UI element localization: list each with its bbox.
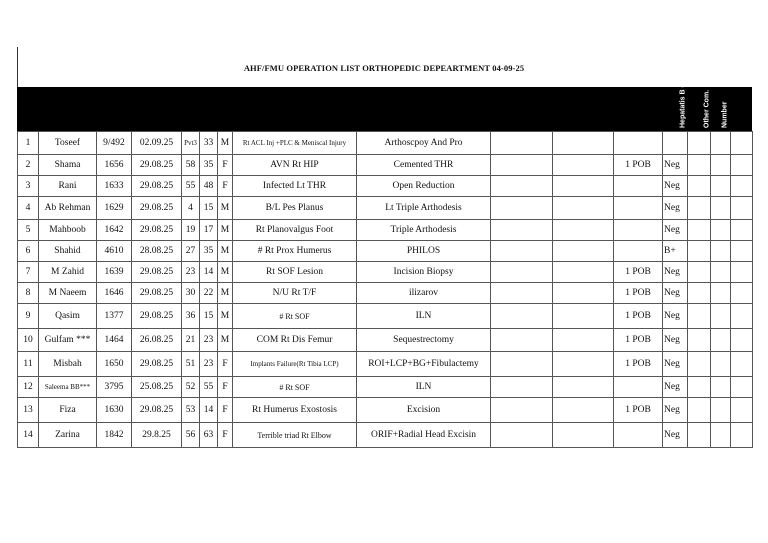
mr-number-cell: 1642 — [97, 220, 132, 241]
blood-cell — [614, 220, 663, 241]
empty-cell — [491, 352, 553, 377]
empty-cell — [491, 241, 553, 262]
age-cell: 51 — [182, 352, 200, 377]
empty-cell — [731, 352, 753, 377]
patient-name-cell: Gulfam *** — [39, 329, 97, 352]
number-blank-cell — [711, 329, 731, 352]
blood-cell: 1 POB — [614, 398, 663, 423]
sex-cell: M — [218, 283, 233, 304]
empty-cell — [731, 398, 753, 423]
table-row — [18, 220, 753, 241]
admission-date-cell: 29.08.25 — [132, 155, 182, 176]
admission-date-cell: 29.08.25 — [132, 304, 182, 329]
table-row — [18, 262, 753, 283]
mr-number-cell: 1630 — [97, 398, 132, 423]
empty-cell — [553, 262, 614, 283]
empty-cell — [491, 377, 553, 398]
procedure-cell: Cemented THR — [357, 155, 491, 176]
other-com-cell — [688, 398, 711, 423]
sex-cell: M — [218, 262, 233, 283]
diagnosis-cell: AVN Rt HIP — [233, 155, 357, 176]
table-row — [18, 283, 753, 304]
procedure-cell: ROI+LCP+BG+Fibulactemy — [357, 352, 491, 377]
mr-number-cell: 1639 — [97, 262, 132, 283]
blood-cell — [614, 241, 663, 262]
number-blank-cell — [711, 197, 731, 220]
sex-cell: M — [218, 132, 233, 155]
empty-cell — [731, 304, 753, 329]
other-com-cell — [688, 262, 711, 283]
age-cell: 30 — [182, 283, 200, 304]
diagnosis-cell: B/L Pes Planus — [233, 197, 357, 220]
patient-name-cell: Mahboob — [39, 220, 97, 241]
number-blank-cell — [711, 352, 731, 377]
empty-cell — [553, 197, 614, 220]
other-com-cell — [688, 197, 711, 220]
serial-cell: 10 — [18, 329, 39, 352]
empty-cell — [553, 220, 614, 241]
patient-name-cell: M Naeem — [39, 283, 97, 304]
admission-date-cell: 02.09.25 — [132, 132, 182, 155]
empty-cell — [491, 283, 553, 304]
serial-cell: 14 — [18, 423, 39, 448]
blood-cell — [614, 132, 663, 155]
blood-cell: 1 POB — [614, 155, 663, 176]
number-cell: 23 — [200, 329, 218, 352]
number-cell: 33 — [200, 132, 218, 155]
procedure-cell: Arthoscpoy And Pro — [357, 132, 491, 155]
patient-name-cell: Shahid — [39, 241, 97, 262]
diagnosis-cell: # Rt SOF — [233, 377, 357, 398]
empty-cell — [731, 197, 753, 220]
procedure-cell: ilizarov — [357, 283, 491, 304]
blood-cell — [614, 176, 663, 197]
table-row — [18, 398, 753, 423]
sex-cell: M — [218, 197, 233, 220]
table-row — [18, 132, 753, 155]
number-blank-cell — [711, 176, 731, 197]
empty-cell — [731, 283, 753, 304]
number-blank-cell — [711, 220, 731, 241]
hepatitis-cell: Neg — [663, 262, 688, 283]
mr-number-cell: 1646 — [97, 283, 132, 304]
empty-cell — [731, 132, 753, 155]
hepatitis-cell: B+ — [663, 241, 688, 262]
serial-cell: 3 — [18, 176, 39, 197]
procedure-cell: Sequestrectomy — [357, 329, 491, 352]
patient-name-cell: Rani — [39, 176, 97, 197]
hepatitis-cell: Neg — [663, 155, 688, 176]
empty-cell — [731, 220, 753, 241]
admission-date-cell: 29.08.25 — [132, 262, 182, 283]
empty-cell — [553, 423, 614, 448]
number-cell: 48 — [200, 176, 218, 197]
other-com-cell — [688, 304, 711, 329]
diagnosis-cell: Rt Humerus Exostosis — [233, 398, 357, 423]
mr-number-cell: 1629 — [97, 197, 132, 220]
blood-cell — [614, 197, 663, 220]
age-cell: 4 — [182, 197, 200, 220]
admission-date-cell: 29.8.25 — [132, 423, 182, 448]
mr-number-cell: 4610 — [97, 241, 132, 262]
sex-cell: F — [218, 377, 233, 398]
blood-cell: 1 POB — [614, 283, 663, 304]
serial-cell: 5 — [18, 220, 39, 241]
empty-cell — [491, 304, 553, 329]
empty-cell — [553, 155, 614, 176]
empty-cell — [553, 176, 614, 197]
number-cell: 55 — [200, 377, 218, 398]
diagnosis-cell: COM Rt Dis Femur — [233, 329, 357, 352]
table-row — [18, 423, 753, 448]
mr-number-cell: 1842 — [97, 423, 132, 448]
number-blank-cell — [711, 304, 731, 329]
admission-date-cell: 29.08.25 — [132, 398, 182, 423]
sex-cell: M — [218, 241, 233, 262]
age-cell: 53 — [182, 398, 200, 423]
procedure-cell: Open Reduction — [357, 176, 491, 197]
number-cell: 22 — [200, 283, 218, 304]
sex-cell: F — [218, 155, 233, 176]
serial-cell: 6 — [18, 241, 39, 262]
diagnosis-cell: N/U Rt T/F — [233, 283, 357, 304]
patient-name-cell: Saleema BB*** — [39, 377, 97, 398]
serial-cell: 9 — [18, 304, 39, 329]
number-cell: 14 — [200, 262, 218, 283]
operation-list-table — [17, 131, 753, 448]
patient-name-cell: Zarina — [39, 423, 97, 448]
procedure-cell: ORIF+Radial Head Excisin — [357, 423, 491, 448]
number-blank-cell — [711, 283, 731, 304]
other-com-cell — [688, 377, 711, 398]
empty-cell — [731, 176, 753, 197]
mr-number-cell: 9/492 — [97, 132, 132, 155]
blood-cell: 1 POB — [614, 304, 663, 329]
procedure-cell: PHILOS — [357, 241, 491, 262]
patient-name-cell: Toseef — [39, 132, 97, 155]
other-com-cell — [688, 283, 711, 304]
empty-cell — [491, 155, 553, 176]
number-cell: 15 — [200, 197, 218, 220]
number-cell: 35 — [200, 155, 218, 176]
number-cell: 17 — [200, 220, 218, 241]
diagnosis-cell: Rt Planovalgus Foot — [233, 220, 357, 241]
procedure-cell: Triple Arthodesis — [357, 220, 491, 241]
number-cell: 14 — [200, 398, 218, 423]
diagnosis-cell: Implants Failure(Rt Tibia LCP) — [233, 352, 357, 377]
age-cell: 27 — [182, 241, 200, 262]
serial-cell: 4 — [18, 197, 39, 220]
empty-cell — [553, 283, 614, 304]
procedure-cell: ILN — [357, 304, 491, 329]
empty-cell — [491, 423, 553, 448]
number-blank-cell — [711, 398, 731, 423]
empty-cell — [553, 329, 614, 352]
hepatitis-column-header: Hepatatis B or C — [679, 73, 687, 128]
empty-cell — [731, 329, 753, 352]
mr-number-cell: 1650 — [97, 352, 132, 377]
admission-date-cell: 29.08.25 — [132, 283, 182, 304]
procedure-cell: ILN — [357, 377, 491, 398]
other-com-cell — [688, 241, 711, 262]
table-row — [18, 197, 753, 220]
mr-number-cell: 3795 — [97, 377, 132, 398]
mr-number-cell: 1656 — [97, 155, 132, 176]
number-blank-cell — [711, 262, 731, 283]
patient-name-cell: Misbah — [39, 352, 97, 377]
other-com-cell — [688, 423, 711, 448]
age-cell: 55 — [182, 176, 200, 197]
serial-cell: 12 — [18, 377, 39, 398]
other-com-column-header: Other Com. — [703, 89, 711, 128]
age-cell: 52 — [182, 377, 200, 398]
diagnosis-cell: Infected Lt THR — [233, 176, 357, 197]
age-cell: 56 — [182, 423, 200, 448]
page-title: AHF/FMU OPERATION LIST ORTHOPEDIC DEPEARTMENT 04-09-25 — [243, 63, 525, 73]
sex-cell: F — [218, 176, 233, 197]
sex-cell: F — [218, 352, 233, 377]
empty-cell — [491, 197, 553, 220]
number-blank-cell — [711, 423, 731, 448]
admission-date-cell: 28.08.25 — [132, 241, 182, 262]
hepatitis-cell: Neg — [663, 197, 688, 220]
empty-cell — [553, 304, 614, 329]
admission-date-cell: 26.08.25 — [132, 329, 182, 352]
serial-cell: 1 — [18, 132, 39, 155]
mr-number-cell: 1464 — [97, 329, 132, 352]
serial-cell: 11 — [18, 352, 39, 377]
number-blank-cell — [711, 155, 731, 176]
header-band — [17, 73, 752, 131]
number-column-header: Number — [721, 101, 729, 128]
sex-cell: M — [218, 304, 233, 329]
number-cell: 23 — [200, 352, 218, 377]
hepatitis-cell — [663, 132, 688, 155]
mr-number-cell: 1377 — [97, 304, 132, 329]
number-cell: 15 — [200, 304, 218, 329]
admission-date-cell: 29.08.25 — [132, 176, 182, 197]
other-com-cell — [688, 220, 711, 241]
age-cell: 58 — [182, 155, 200, 176]
hepatitis-cell: Neg — [663, 377, 688, 398]
table-row — [18, 352, 753, 377]
age-cell: 19 — [182, 220, 200, 241]
empty-cell — [731, 262, 753, 283]
empty-cell — [491, 220, 553, 241]
empty-cell — [731, 241, 753, 262]
diagnosis-cell: Rt SOF Lesion — [233, 262, 357, 283]
procedure-cell: Lt Triple Arthodesis — [357, 197, 491, 220]
blood-cell: 1 POB — [614, 262, 663, 283]
number-blank-cell — [711, 241, 731, 262]
sex-cell: F — [218, 398, 233, 423]
empty-cell — [731, 423, 753, 448]
blood-cell: 1 POB — [614, 329, 663, 352]
hepatitis-cell: Neg — [663, 176, 688, 197]
admission-date-cell: 25.08.25 — [132, 377, 182, 398]
empty-cell — [553, 398, 614, 423]
other-com-cell — [688, 352, 711, 377]
empty-cell — [491, 132, 553, 155]
table-row — [18, 304, 753, 329]
admission-date-cell: 29.08.25 — [132, 197, 182, 220]
empty-cell — [491, 176, 553, 197]
other-com-cell — [688, 132, 711, 155]
patient-name-cell: Qasim — [39, 304, 97, 329]
admission-date-cell: 29.08.25 — [132, 220, 182, 241]
serial-cell: 2 — [18, 155, 39, 176]
table-row — [18, 377, 753, 398]
hepatitis-cell: Neg — [663, 283, 688, 304]
empty-cell — [491, 398, 553, 423]
diagnosis-cell: # Rt Prox Humerus — [233, 241, 357, 262]
blood-cell — [614, 423, 663, 448]
number-cell: 63 — [200, 423, 218, 448]
number-blank-cell — [711, 377, 731, 398]
other-com-cell — [688, 176, 711, 197]
age-cell: 23 — [182, 262, 200, 283]
hepatitis-cell: Neg — [663, 220, 688, 241]
table-row — [18, 176, 753, 197]
hepatitis-cell: Neg — [663, 304, 688, 329]
empty-cell — [553, 241, 614, 262]
number-blank-cell — [711, 132, 731, 155]
empty-cell — [553, 377, 614, 398]
other-com-cell — [688, 155, 711, 176]
age-cell: 21 — [182, 329, 200, 352]
empty-cell — [553, 352, 614, 377]
diagnosis-cell: Terrible triad Rt Elbow — [233, 423, 357, 448]
hepatitis-cell: Neg — [663, 329, 688, 352]
admission-date-cell: 29.08.25 — [132, 352, 182, 377]
table-row — [18, 155, 753, 176]
table-row — [18, 241, 753, 262]
procedure-cell: Excision — [357, 398, 491, 423]
patient-name-cell: Shama — [39, 155, 97, 176]
table-body — [18, 132, 753, 448]
sex-cell: M — [218, 329, 233, 352]
table-row — [18, 329, 753, 352]
patient-name-cell: M Zahid — [39, 262, 97, 283]
serial-cell: 8 — [18, 283, 39, 304]
empty-cell — [491, 329, 553, 352]
hepatitis-cell: Neg — [663, 423, 688, 448]
empty-cell — [491, 262, 553, 283]
hepatitis-cell: Neg — [663, 398, 688, 423]
diagnosis-cell: # Rt SOF — [233, 304, 357, 329]
empty-cell — [731, 155, 753, 176]
procedure-cell: Incision Biopsy — [357, 262, 491, 283]
sex-cell: M — [218, 220, 233, 241]
patient-name-cell: Ab Rehman — [39, 197, 97, 220]
hepatitis-cell: Neg — [663, 352, 688, 377]
sex-cell: F — [218, 423, 233, 448]
serial-cell: 7 — [18, 262, 39, 283]
number-cell: 35 — [200, 241, 218, 262]
blood-cell — [614, 377, 663, 398]
age-cell: Pvt3 — [182, 132, 200, 155]
blood-cell: 1 POB — [614, 352, 663, 377]
patient-name-cell: Fiza — [39, 398, 97, 423]
diagnosis-cell: Rt ACL Inj +PLC & Meniscal Injury — [233, 132, 357, 155]
empty-cell — [731, 377, 753, 398]
serial-cell: 13 — [18, 398, 39, 423]
empty-cell — [553, 132, 614, 155]
other-com-cell — [688, 329, 711, 352]
age-cell: 36 — [182, 304, 200, 329]
mr-number-cell: 1633 — [97, 176, 132, 197]
